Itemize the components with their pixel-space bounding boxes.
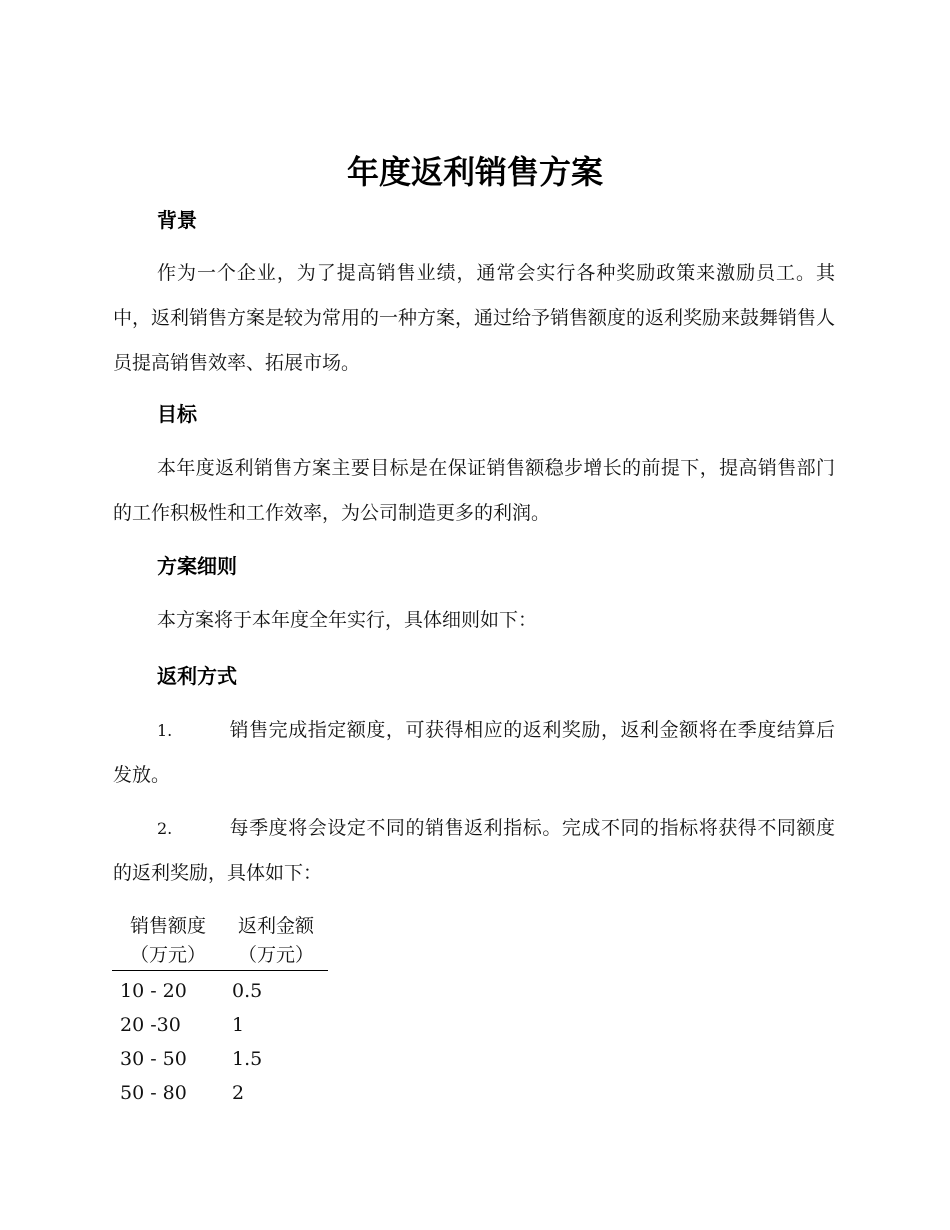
table-cell-sales: 50 - 80 bbox=[120, 1082, 187, 1104]
heading-goal: 目标 bbox=[157, 402, 197, 426]
heading-rebate-method: 返利方式 bbox=[157, 664, 237, 688]
heading-details: 方案细则 bbox=[157, 554, 237, 578]
header-unit: （万元） bbox=[237, 944, 314, 966]
paragraph-background: 作为一个企业，为了提高销售业绩，通常会实行各种奖励政策来激励员工。其中，返利销售方案是较为常用的一种方案，通过给予销售额度的返利奖励来鼓舞销售人员提高销售效率、拓展市场。 bbox=[113, 262, 836, 374]
list-item-text: 每季度将会设定不同的销售返利指标。完成不同的指标将获得不同额度的返利奖励，具体如下： bbox=[113, 817, 835, 884]
table-cell-rebate: 1.5 bbox=[232, 1048, 263, 1070]
header-line: 销售额度 bbox=[129, 915, 206, 937]
table-cell-rebate: 2 bbox=[232, 1082, 245, 1104]
header-unit: （万元） bbox=[129, 944, 206, 966]
table-row bbox=[112, 1042, 328, 1076]
document-title: 年度返利销售方案 bbox=[346, 153, 603, 191]
table-cell-sales: 10 - 20 bbox=[120, 980, 187, 1002]
list-item-number: 1. bbox=[157, 721, 173, 740]
table-cell-rebate: 1 bbox=[232, 1014, 245, 1036]
table-row bbox=[112, 1008, 328, 1042]
header-line: 返利金额 bbox=[237, 915, 314, 937]
list-item-number: 2. bbox=[157, 819, 173, 838]
table-cell-rebate: 0.5 bbox=[232, 980, 263, 1002]
list-item-text: 销售完成指定额度，可获得相应的返利奖励，返利金额将在季度结算后发放。 bbox=[113, 719, 835, 786]
table-header-row bbox=[112, 910, 328, 971]
list-item-2 bbox=[113, 806, 835, 896]
heading-background: 背景 bbox=[157, 208, 197, 232]
table-cell-sales: 30 - 50 bbox=[120, 1048, 187, 1070]
list-item-1 bbox=[113, 708, 835, 798]
table-row bbox=[112, 971, 328, 1009]
paragraph-details: 本方案将于本年度全年实行，具体细则如下： bbox=[157, 609, 538, 631]
table-row bbox=[112, 1076, 328, 1110]
table-header-sales-amount bbox=[112, 910, 224, 971]
table-cell-sales: 20 -30 bbox=[120, 1014, 181, 1036]
table-header-rebate-amount bbox=[224, 910, 328, 971]
rebate-table bbox=[112, 910, 328, 1110]
paragraph-goal: 本年度返利销售方案主要目标是在保证销售额稳步增长的前提下，提高销售部门的工作积极性和工作效率，为公司制造更多的利润。 bbox=[113, 457, 835, 524]
